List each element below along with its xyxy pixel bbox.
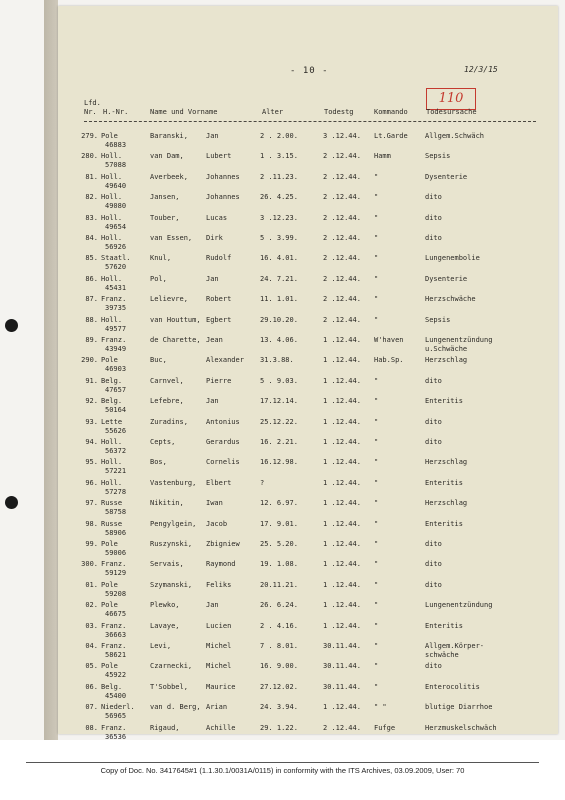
first-name: Antonius xyxy=(206,417,240,426)
row-number: 300. xyxy=(81,560,98,569)
birth-date: 13. 4.06. xyxy=(260,336,298,344)
surname: Rigaud, xyxy=(150,723,180,732)
surname: Cepts, xyxy=(150,438,176,446)
prisoner-number: 36536 xyxy=(105,732,127,741)
first-name: Jan xyxy=(206,274,219,283)
kommando: " xyxy=(374,560,379,569)
kommando: " xyxy=(374,397,379,406)
archive-footer-note: Copy of Doc. No. 3417645#1 (1.1.30.1/0031A/0115) in conformity with the ITS Archives, 03.09.2009, User: 70 xyxy=(100,766,465,775)
surname: Baranski, xyxy=(150,132,188,140)
first-name: Johannes xyxy=(206,172,240,181)
cause-of-death: dito xyxy=(425,376,442,385)
table-row xyxy=(58,722,558,745)
punch-hole xyxy=(5,496,18,509)
cause-of-death: Sepsis xyxy=(425,315,451,324)
nationality: Belg. xyxy=(101,682,123,691)
surname: van Houttum, xyxy=(150,315,201,324)
row-number: 93. xyxy=(85,417,98,426)
punch-hole xyxy=(5,319,18,332)
birth-date: ? xyxy=(260,478,265,487)
cause-of-death: dito xyxy=(425,438,442,446)
birth-date: 2 .11.23. xyxy=(260,172,298,181)
birth-date: 17. 9.01. xyxy=(260,519,298,528)
kommando: " xyxy=(374,193,379,202)
prisoner-number: 58758 xyxy=(105,508,127,517)
death-date: 1 .12.44. xyxy=(323,703,361,712)
lfd-label: Lfd. xyxy=(84,99,101,107)
cause-of-death: dito xyxy=(425,580,442,589)
row-number: 94. xyxy=(85,438,98,446)
prisoner-number: 55626 xyxy=(105,426,127,435)
prisoner-number: 49654 xyxy=(105,222,127,231)
nationality: Holl. xyxy=(101,234,123,242)
death-date: 1 .12.44. xyxy=(323,580,361,589)
table-header xyxy=(58,108,558,120)
nationality: Pole xyxy=(101,356,118,365)
surname: Lefebre, xyxy=(150,397,184,406)
first-name: Robert xyxy=(206,295,232,304)
surname: van Dam, xyxy=(150,152,184,161)
row-number: 89. xyxy=(85,336,98,344)
first-name: Michel xyxy=(206,642,232,650)
kommando: Lt.Garde xyxy=(374,132,408,140)
cause-of-death: Herzschwäche xyxy=(425,295,476,304)
nationality: Holl. xyxy=(101,213,123,222)
first-name: Lucien xyxy=(206,621,232,630)
death-date: 1 .12.44. xyxy=(323,499,361,508)
death-date: 2 .12.44. xyxy=(323,172,361,181)
kommando: W'haven xyxy=(374,336,404,344)
first-name: Gerardus xyxy=(206,438,240,446)
death-date: 2 .12.44. xyxy=(323,315,361,324)
row-number: 04. xyxy=(85,642,98,650)
surname: Jansen, xyxy=(150,193,180,202)
row-number: 99. xyxy=(85,540,98,548)
nationality: Holl. xyxy=(101,152,123,161)
prisoner-number: 56372 xyxy=(105,447,127,455)
cause-of-death: Herzschlag xyxy=(425,356,468,365)
row-number: 95. xyxy=(85,458,98,467)
cause-of-death: dito xyxy=(425,540,442,548)
kommando: " xyxy=(374,580,379,589)
surname: van d. Berg, xyxy=(150,703,201,712)
row-number: 91. xyxy=(85,376,98,385)
cause-of-death: blutige Diarrhoe xyxy=(425,703,493,712)
kommando: " xyxy=(374,315,379,324)
prisoner-number: 57221 xyxy=(105,467,127,476)
kommando: Hamm xyxy=(374,152,391,161)
first-name: Raymond xyxy=(206,560,236,569)
nationality: Pole xyxy=(101,662,118,671)
death-date: 1 .12.44. xyxy=(323,540,361,548)
birth-date: 3 .12.23. xyxy=(260,213,298,222)
surname: Lelievre, xyxy=(150,295,188,304)
first-name: Achille xyxy=(206,723,236,732)
row-number: 98. xyxy=(85,519,98,528)
row-number: 07. xyxy=(85,703,98,712)
first-name: Iwan xyxy=(206,499,223,508)
prisoner-number: 56926 xyxy=(105,243,127,251)
birth-date: 17.12.14. xyxy=(260,397,298,406)
header-todestag: Todestg xyxy=(324,108,354,116)
surname: Czarnecki, xyxy=(150,662,193,671)
nationality: Franz. xyxy=(101,295,127,304)
surname: Levi, xyxy=(150,642,172,650)
prisoner-number: 57278 xyxy=(105,487,127,496)
nationality: Holl. xyxy=(101,315,123,324)
header-hnr: H.-Nr. xyxy=(103,108,129,116)
kommando: " xyxy=(374,499,379,508)
prisoner-number: 49577 xyxy=(105,324,127,333)
kommando: " xyxy=(374,417,379,426)
binder-edge xyxy=(44,0,58,740)
nationality: Lette xyxy=(101,417,123,426)
nationality: Holl. xyxy=(101,458,123,467)
row-number: 05. xyxy=(85,662,98,671)
surname: Touber, xyxy=(150,213,180,222)
birth-date: 16. 4.01. xyxy=(260,254,298,263)
surname: Nikitin, xyxy=(150,499,184,508)
row-number: 06. xyxy=(85,682,98,691)
first-name: Lucas xyxy=(206,213,228,222)
surname: Szymanski, xyxy=(150,580,193,589)
kommando: " xyxy=(374,213,379,222)
prisoner-number: 59129 xyxy=(105,569,127,578)
death-date: 2 .12.44. xyxy=(323,723,361,732)
prisoner-number: 47657 xyxy=(105,385,127,394)
birth-date: 26. 4.25. xyxy=(260,193,298,202)
death-date: 2 .12.44. xyxy=(323,295,361,304)
kommando: " xyxy=(374,478,379,487)
cause-of-death: Lungenentzündung xyxy=(425,601,493,610)
birth-date: 29. 1.22. xyxy=(260,723,298,732)
birth-date: 19. 1.08. xyxy=(260,560,298,569)
row-number: 82. xyxy=(85,193,98,202)
kommando: " xyxy=(374,662,379,671)
row-number: 96. xyxy=(85,478,98,487)
cause-of-death: Enteritis xyxy=(425,621,463,630)
kommando: " xyxy=(374,172,379,181)
surname: Zuradins, xyxy=(150,417,188,426)
nationality: Pole xyxy=(101,540,118,548)
row-number: 86. xyxy=(85,274,98,283)
header-todesursache: Todesursache xyxy=(426,108,477,116)
prisoner-number: 46883 xyxy=(105,141,127,149)
header-alter: Alter xyxy=(262,108,284,116)
first-name: Jacob xyxy=(206,519,228,528)
birth-date: 16. 9.00. xyxy=(260,662,298,671)
cause-of-death: Lungenembolie xyxy=(425,254,480,263)
first-name: Pierre xyxy=(206,376,232,385)
nationality: Franz. xyxy=(101,642,127,650)
surname: Lavaye, xyxy=(150,621,180,630)
header-rule xyxy=(84,121,536,122)
cause-of-death: dito xyxy=(425,234,442,242)
cause-of-death: Herzmuskelschwäch xyxy=(425,723,497,732)
surname: Knul, xyxy=(150,254,172,263)
cause-of-death: Dysenterie xyxy=(425,172,468,181)
kommando: " xyxy=(374,601,379,610)
row-number: 83. xyxy=(85,213,98,222)
page-number: - 10 - xyxy=(290,66,329,76)
cause-of-death: Dysenterie xyxy=(425,274,468,283)
document-page xyxy=(58,6,558,741)
surname: T'Sobbel, xyxy=(150,682,188,691)
first-name: Alexander xyxy=(206,356,244,365)
surname: Bos, xyxy=(150,458,167,467)
cause-of-death: Herzschlag xyxy=(425,499,468,508)
death-date: 1 .12.44. xyxy=(323,621,361,630)
prisoner-number: 36663 xyxy=(105,630,127,639)
cause-of-death: Enterocolitis xyxy=(425,682,480,691)
nationality: Russe xyxy=(101,519,123,528)
death-date: 30.11.44. xyxy=(323,662,361,671)
birth-date: 11. 1.01. xyxy=(260,295,298,304)
surname: Ruszynski, xyxy=(150,540,193,548)
first-name: Feliks xyxy=(206,580,232,589)
surname: Servais, xyxy=(150,560,184,569)
nationality: Pole xyxy=(101,132,118,140)
nationality: Belg. xyxy=(101,397,123,406)
birth-date: 5 . 3.99. xyxy=(260,234,298,242)
prisoner-number: 50164 xyxy=(105,406,127,415)
nationality: Franz. xyxy=(101,336,127,344)
cause-of-death: dito xyxy=(425,193,442,202)
prisoner-number: 58906 xyxy=(105,528,127,537)
first-name: Jan xyxy=(206,601,219,610)
prisoner-number: 57620 xyxy=(105,263,127,272)
death-date: 1 .12.44. xyxy=(323,478,361,487)
nationality: Holl. xyxy=(101,438,123,446)
nationality: Belg. xyxy=(101,376,123,385)
cause-of-death: Herzschlag xyxy=(425,458,468,467)
nationality: Holl. xyxy=(101,274,123,283)
birth-date: 5 . 9.03. xyxy=(260,376,298,385)
nationality: Holl. xyxy=(101,478,123,487)
nationality: Franz. xyxy=(101,560,127,569)
first-name: Michel xyxy=(206,662,232,671)
cause-of-death: dito xyxy=(425,662,442,671)
death-date: 1 .12.44. xyxy=(323,356,361,365)
birth-date: 26. 6.24. xyxy=(260,601,298,610)
prisoner-number: 46903 xyxy=(105,365,127,374)
death-date: 1 .12.44. xyxy=(323,417,361,426)
prisoner-number: 57088 xyxy=(105,161,127,170)
row-number: 02. xyxy=(85,601,98,610)
prisoner-number: 58621 xyxy=(105,651,127,659)
birth-date: 16. 2.21. xyxy=(260,438,298,446)
birth-date: 29.10.20. xyxy=(260,315,298,324)
kommando: " xyxy=(374,376,379,385)
birth-date: 24. 7.21. xyxy=(260,274,298,283)
death-date: 30.11.44. xyxy=(323,642,361,650)
nationality: Pole xyxy=(101,580,118,589)
surname: Plewko, xyxy=(150,601,180,610)
birth-date: 16.12.98. xyxy=(260,458,298,467)
birth-date: 25.12.22. xyxy=(260,417,298,426)
first-name: Cornelis xyxy=(206,458,240,467)
nationality: Franz. xyxy=(101,723,127,732)
first-name: Jan xyxy=(206,397,219,406)
row-number: 97. xyxy=(85,499,98,508)
row-number: 01. xyxy=(85,580,98,589)
kommando: " xyxy=(374,682,379,691)
death-date: 1 .12.44. xyxy=(323,397,361,406)
header-name: Name und Vorname xyxy=(150,108,218,116)
first-name: Elbert xyxy=(206,478,232,487)
surname: Averbeek, xyxy=(150,172,188,181)
header-kommando: Kommando xyxy=(374,108,408,116)
death-date: 1 .12.44. xyxy=(323,376,361,385)
nationality: Franz. xyxy=(101,621,127,630)
row-number: 08. xyxy=(85,723,98,732)
kommando: " xyxy=(374,621,379,630)
row-number: 81. xyxy=(85,172,98,181)
nationality: Pole xyxy=(101,601,118,610)
prisoner-number: 45431 xyxy=(105,283,127,292)
death-date: 2 .12.44. xyxy=(323,234,361,242)
first-name: Egbert xyxy=(206,315,232,324)
nationality: Holl. xyxy=(101,193,123,202)
death-date: 1 .12.44. xyxy=(323,336,361,344)
first-name: Lubert xyxy=(206,152,232,161)
cause-of-death: Allgem.Körper- xyxy=(425,642,485,650)
first-name: Rudolf xyxy=(206,254,232,263)
prisoner-number: 45922 xyxy=(105,671,127,680)
kommando: " xyxy=(374,274,379,283)
birth-date: 25. 5.20. xyxy=(260,540,298,548)
kommando: " xyxy=(374,519,379,528)
birth-date: 7 . 8.01. xyxy=(260,642,298,650)
prisoner-number: 45400 xyxy=(105,691,127,700)
row-number: 87. xyxy=(85,295,98,304)
cause-of-death: Enteritis xyxy=(425,478,463,487)
surname: van Essen, xyxy=(150,234,193,242)
prisoner-number: 43949 xyxy=(105,345,127,353)
death-date: 2 .12.44. xyxy=(323,254,361,263)
kommando: " " xyxy=(374,703,387,712)
header-nr: Nr. xyxy=(84,108,97,116)
cause-of-death-cont: u.Schwäche xyxy=(425,345,468,353)
birth-date: 24. 3.94. xyxy=(260,703,298,712)
row-number: 03. xyxy=(85,621,98,630)
first-name: Dirk xyxy=(206,234,223,242)
kommando: " xyxy=(374,295,379,304)
death-date: 1 .12.44. xyxy=(323,438,361,446)
death-date: 2 .12.44. xyxy=(323,152,361,161)
first-name: Arian xyxy=(206,703,228,712)
prisoner-number: 59006 xyxy=(105,549,127,557)
kommando: Fufge xyxy=(374,723,396,732)
birth-date: 1 . 3.15. xyxy=(260,152,298,161)
cause-of-death: dito xyxy=(425,213,442,222)
death-date: 2 .12.44. xyxy=(323,274,361,283)
death-date: 30.11.44. xyxy=(323,682,361,691)
kommando: " xyxy=(374,642,379,650)
document-date: 12/3/15 xyxy=(464,65,498,74)
cause-of-death: Enteritis xyxy=(425,519,463,528)
nationality: Staatl. xyxy=(101,254,131,263)
prisoner-number: 46675 xyxy=(105,610,127,619)
row-number: 280. xyxy=(81,152,98,161)
kommando: Hab.Sp. xyxy=(374,356,404,365)
death-date: 2 .12.44. xyxy=(323,193,361,202)
first-name: Johannes xyxy=(206,193,240,202)
nationality: Russe xyxy=(101,499,123,508)
row-number: 290. xyxy=(81,356,98,365)
archive-stamp-number: 110 xyxy=(426,88,476,110)
footer-rule xyxy=(26,762,539,763)
prisoner-number: 49640 xyxy=(105,181,127,190)
cause-of-death: dito xyxy=(425,417,442,426)
row-number: 84. xyxy=(85,234,98,242)
row-number: 85. xyxy=(85,254,98,263)
prisoner-number: 49080 xyxy=(105,202,127,211)
kommando: " xyxy=(374,438,379,446)
nationality: Holl. xyxy=(101,172,123,181)
row-number: 279. xyxy=(81,132,98,140)
kommando: " xyxy=(374,458,379,467)
birth-date: 20.11.21. xyxy=(260,580,298,589)
cause-of-death: Lungenentzündung xyxy=(425,336,493,344)
birth-date: 31.3.88. xyxy=(260,356,294,365)
surname: Buc, xyxy=(150,356,167,365)
cause-of-death: Sepsis xyxy=(425,152,451,161)
death-date: 3 .12.44. xyxy=(323,132,361,140)
prisoner-number: 59208 xyxy=(105,589,127,598)
surname: Pengylgein, xyxy=(150,519,197,528)
death-date: 1 .12.44. xyxy=(323,519,361,528)
cause-of-death: dito xyxy=(425,560,442,569)
death-date: 1 .12.44. xyxy=(323,458,361,467)
kommando: " xyxy=(374,540,379,548)
nationality: Niederl. xyxy=(101,703,135,712)
death-date: 1 .12.44. xyxy=(323,601,361,610)
first-name: Zbigniew xyxy=(206,540,240,548)
prisoner-number: 56965 xyxy=(105,712,127,721)
surname: de Charette, xyxy=(150,336,201,344)
birth-date: 2 . 4.16. xyxy=(260,621,298,630)
death-date: 1 .12.44. xyxy=(323,560,361,569)
surname: Carnvel, xyxy=(150,376,184,385)
birth-date: 27.12.02. xyxy=(260,682,298,691)
death-date: 2 .12.44. xyxy=(323,213,361,222)
kommando: " xyxy=(374,234,379,242)
kommando: " xyxy=(374,254,379,263)
first-name: Jan xyxy=(206,132,219,140)
birth-date: 12. 6.97. xyxy=(260,499,298,508)
cause-of-death-cont: schwäche xyxy=(425,651,459,659)
first-name: Maurice xyxy=(206,682,236,691)
surname: Vastenburg, xyxy=(150,478,197,487)
row-number: 92. xyxy=(85,397,98,406)
cause-of-death: Allgem.Schwäch xyxy=(425,132,485,140)
row-number: 88. xyxy=(85,315,98,324)
first-name: Jean xyxy=(206,336,223,344)
prisoner-number: 39735 xyxy=(105,304,127,313)
birth-date: 2 . 2.00. xyxy=(260,132,298,140)
surname: Pol, xyxy=(150,274,167,283)
cause-of-death: Enteritis xyxy=(425,397,463,406)
